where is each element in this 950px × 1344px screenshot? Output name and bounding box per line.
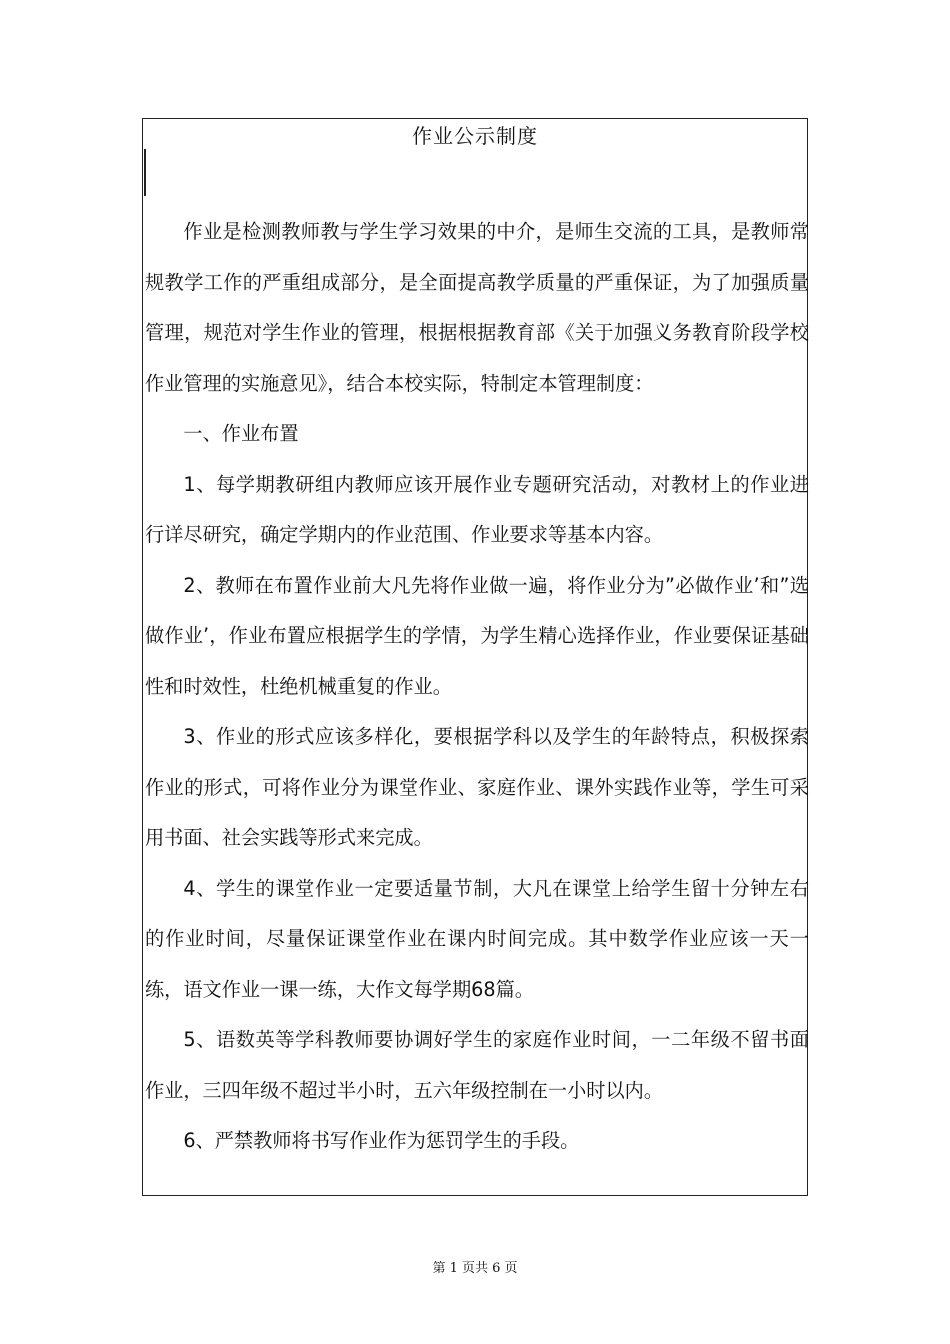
clause-paragraph: 1、每学期教研组内教师应该开展作业专题研究活动，对教材上的作业进行详尽研究，确定学期内的作业范围、作业要求等基本内容。 [145,472,809,546]
clause-paragraph: 5、语数英等学科教师要协调好学生的家庭作业时间，一二年级不留书面作业，三四年级不超过半小时，五六年级控制在一小时以内。 [145,1028,809,1102]
clause-paragraph: 6、严禁教师将书写作业作为惩罚学生的手段。 [183,1129,580,1152]
clause-paragraph: 4、学生的课堂作业一定要适量节制，大凡在课堂上给学生留十分钟左右的作业时间，尽量保证课堂作业在课内时间完成。其中数学作业应该一天一练，语文作业一课一练，大作文每学期68篇。 [145,876,809,1001]
document-title: 作业公示制度 [412,124,538,148]
intro-paragraph: 作业是检测教师教与学生学习效果的中介，是师生交流的工具，是教师常规教学工作的严重组成部分，是全面提高教学质量的严重保证，为了加强质量管理，规范对学生作业的管理，根据根据教育部《关于加强义务教育阶段学校作业管理的实施意见》，结合本校实际，特制定本管理制度： [145,220,809,395]
text-cursor-mark [144,149,146,196]
section-heading: 一、作业布置 [183,422,299,445]
document-body [145,207,809,1167]
page-number-footer: 第 1 页共 6 页 [432,1261,518,1276]
title-bar [143,119,807,157]
document-frame [142,118,808,1196]
clause-paragraph: 3、作业的形式应该多样化，要根据学科以及学生的年龄特点，积极探索作业的形式，可将作业分为课堂作业、家庭作业、课外实践作业等，学生可采用书面、社会实践等形式来完成。 [145,725,809,849]
clause-paragraph: 2、教师在布置作业前大凡先将作业做一遍，将作业分为”必做作业’和”选做作业’，作业布置应根据学生的学情，为学生精心选择作业，作业要保证基础性和时效性，杜绝机械重复的作业。 [145,573,809,698]
